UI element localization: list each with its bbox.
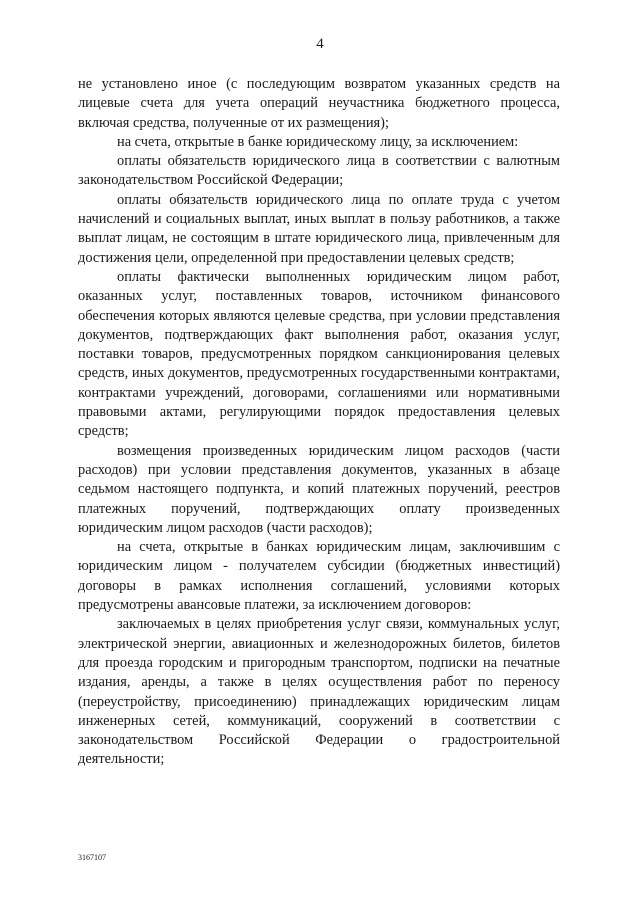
document-code: 3167107	[78, 853, 106, 862]
paragraph: на счета, открытые в банке юридическому лицу, за исключением:	[117, 133, 519, 150]
paragraph: оплаты обязательств юридического лица по оплате труда с учетом начислений и социальных выплат, иных выплат в пользу работников, а также выплат лицам, не состоящим в штате юридического лица, привлеченным для достижения цели, определенной при предоставлении целевых средств;	[78, 191, 560, 266]
document-body	[78, 75, 560, 770]
paragraph: оплаты фактически выполненных юридическим лицом работ, оказанных услуг, поставленных товаров, источником финансового обеспечения которых являются целевые средства, при условии представления документов, подтверждающих факт выполнения работ, оказания услуг, поставки товаров, предусмотренных порядком санкционирования целевых средств, иных документов, предусмотренных государственными контрактами, контрактами учреждений, договорами, соглашениями или нормативными правовыми актами, регулирующими порядок предоставления целевых средств;	[78, 268, 560, 440]
page-number: 4	[316, 36, 324, 52]
paragraph: заключаемых в целях приобретения услуг связи, коммунальных услуг, электрической энергии, авиационных и железнодорожных билетов, билетов для проезда городским и пригородным транспортом, подписки на печатные издания, аренды, а также в целях осуществления работ по переносу (переустройству, присоединению) принадлежащих юридическим лицам инженерных сетей, коммуникаций, сооружений в соответствии с законодательством Российской Федерации о градостроительной деятельности;	[78, 616, 560, 768]
paragraph: на счета, открытые в банках юридическим лицам, заключившим с юридическим лицом - получателем субсидии (бюджетных инвестиций) договоры в рамках исполнения соглашений, условиями которых предусмотрены авансовые платежи, за исключением договоров:	[78, 539, 560, 614]
paragraph: оплаты обязательств юридического лица в соответствии с валютным законодательством Российской Федерации;	[78, 153, 560, 189]
paragraph: возмещения произведенных юридическим лицом расходов (части расходов) при условии представления документов, указанных в абзаце седьмом настоящего подпункта, и копий платежных поручений, реестров платежных поручений, подтверждающих оплату произведенных юридическим лицом расходов (части расходов);	[78, 442, 560, 536]
paragraph-continuation: не установлено иное (с последующим возвратом указанных средств на лицевые счета для учета операций неучастника бюджетного процесса, включая средства, полученные от их размещения);	[78, 76, 560, 131]
